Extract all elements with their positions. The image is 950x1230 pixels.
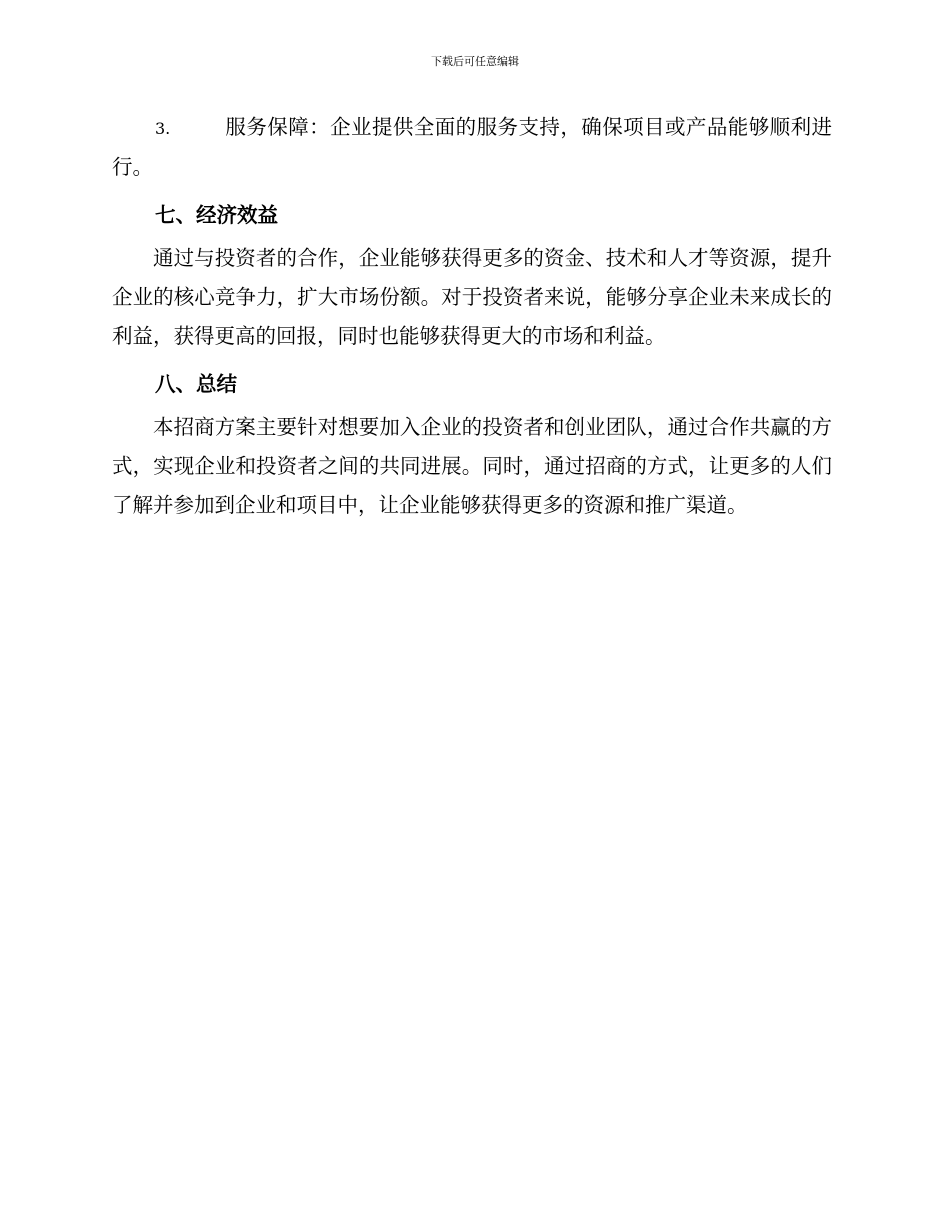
list-item-number: 3. [155, 119, 171, 138]
paragraph-summary: 本招商方案主要针对想要加入企业的投资者和创业团队，通过合作共赢的方式，实现企业和投资者之间的共同进展。同时，通过招商的方式，让更多的人们了解并参加到企业和项目中，让企业能够获得更多的资源和推广渠道。 [112, 415, 832, 517]
section-heading-economic-benefits: 七、经济效益 [155, 203, 278, 227]
paragraph-economic-benefits: 通过与投资者的合作，企业能够获得更多的资金、技术和人才等资源，提升企业的核心竞争力，扩大市场份额。对于投资者来说，能够分享企业未来成长的利益，获得更高的回报，同时也能够获得更大的市场和利益。 [112, 246, 832, 348]
document-body [112, 108, 832, 525]
list-item-text: 服务保障：企业提供全面的服务支持，确保项目或产品能够顺利进行。 [112, 115, 832, 179]
page-header-note: 下载后可任意编辑 [431, 55, 519, 68]
section-heading-summary: 八、总结 [155, 372, 237, 396]
list-item-3 [112, 108, 832, 187]
